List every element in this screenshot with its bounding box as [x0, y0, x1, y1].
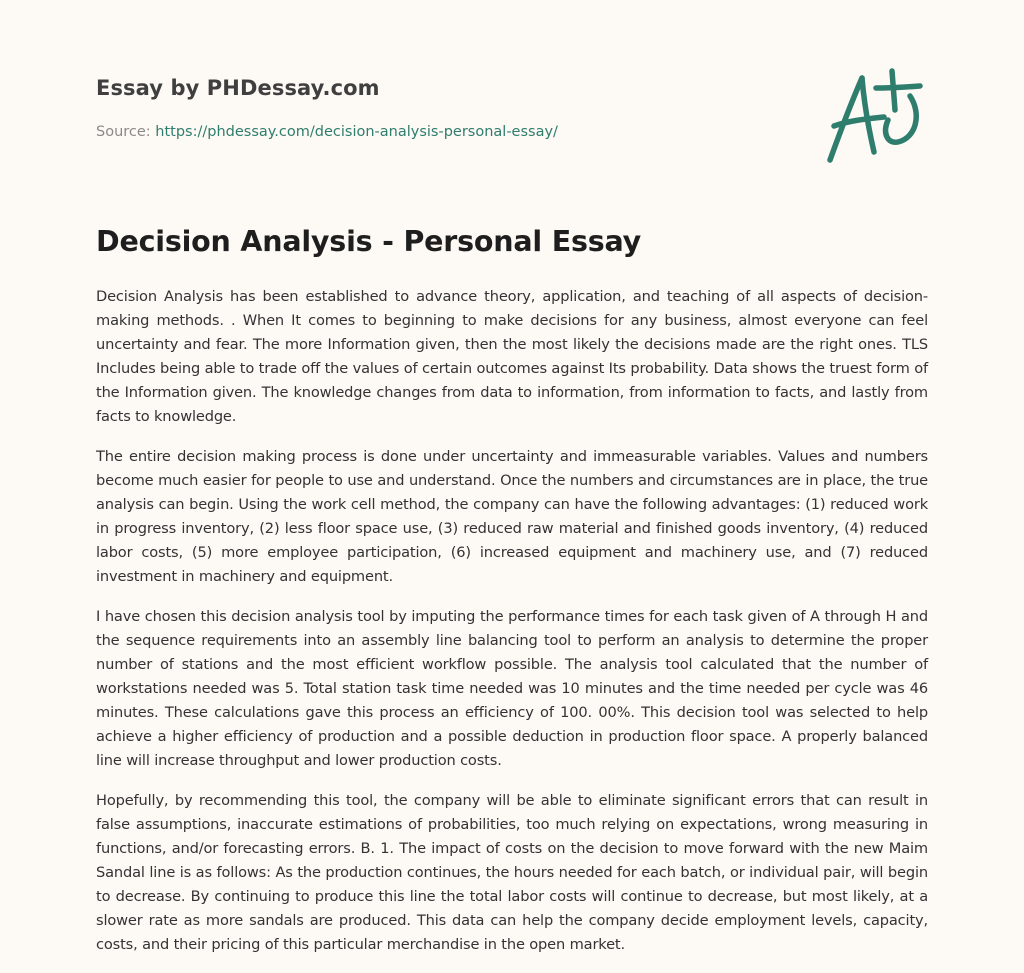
- a-plus-logo-icon: [824, 68, 924, 164]
- essay-paragraph: Decision Analysis has been established to advance theory, application, and teaching of all aspects of decision-making methods. . When It comes to beginning to make decisions for any business, almost everyone can feel uncertainty and fear. The more Information given, then the most likely the decisions made are the right ones. TLS Includes being able to trade off the values of certain outcomes against Its probability. Data shows the truest form of the Information given. The knowledge changes from data to information, from information to facts, and lastly from facts to knowledge.: [96, 288, 928, 425]
- essay-body: [96, 285, 928, 973]
- essay-paragraph: Hopefully, by recommending this tool, the company will be able to eliminate significant errors that can result in false assumptions, inaccurate estimations of probabilities, too much relying on expectations, wrong measuring in functions, and/or forecasting errors. B. 1. The impact of costs on the decision to move forward with the new Maim Sandal line is as follows: As the production continues, the hours needed for each batch, or individual pair, will begin to decrease. By continuing to produce this line the total labor costs will continue to decrease, but most likely, at a slower rate as more sandals are produced. This data can help the company decide employment levels, capacity, costs, and their pricing of this particular merchandise in the open market.: [96, 792, 928, 953]
- source-link[interactable]: https://phdessay.com/decision-analysis-personal-essay/: [155, 124, 558, 140]
- brand-title: Essay by PHDessay.com: [96, 76, 380, 100]
- essay-title: Decision Analysis - Personal Essay: [96, 225, 642, 258]
- source-label: Source:: [96, 124, 156, 140]
- essay-paragraph: I have chosen this decision analysis tool by imputing the performance times for each task given of A through H and the sequence requirements into an assembly line balancing tool to perform an analysis to determine the proper number of stations and the most efficient workflow possible. The analysis tool calculated that the number of workstations needed was 5. Total station task time needed was 10 minutes and the time needed per cycle was 46 minutes. These calculations gave this process an efficiency of 100. 00%. This decision tool was selected to help achieve a higher efficiency of production and a possible deduction in production floor space. A properly balanced line will increase throughput and lower production costs.: [96, 608, 928, 769]
- source-line: [96, 124, 558, 140]
- essay-paragraph: The entire decision making process is done under uncertainty and immeasurable variables. Values and numbers become much easier for people to use and understand. Once the numbers and circumstances are in place, the true analysis can begin. Using the work cell method, the company can have the following advantages: (1) reduced work in progress inventory, (2) less floor space use, (3) reduced raw material and finished goods inventory, (4) reduced labor costs, (5) more employee participation, (6) increased equipment and machinery use, and (7) reduced investment in machinery and equipment.: [96, 448, 928, 585]
